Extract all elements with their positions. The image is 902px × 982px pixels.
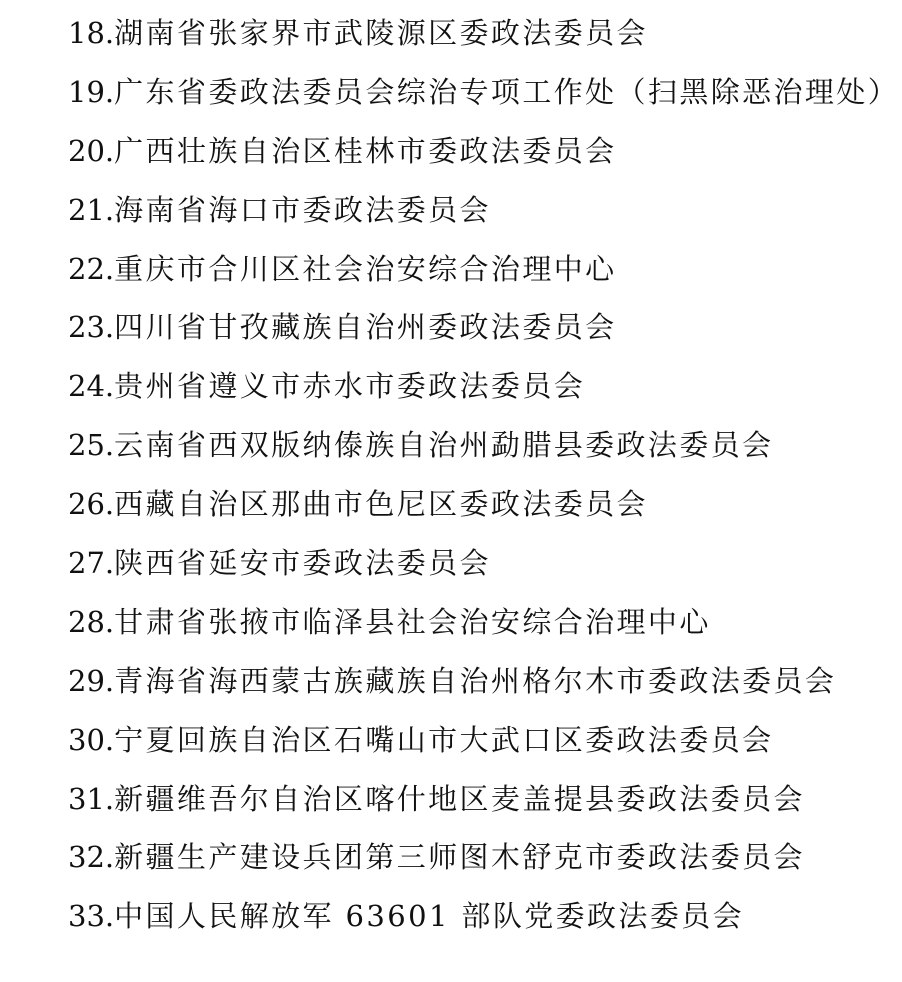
item-text: 青海省海西蒙古族藏族自治州格尔木市委政法委员会 [114,663,837,698]
item-text: 广西壮族自治区桂林市委政法委员会 [114,133,617,168]
item-number: 33. [68,899,115,934]
item-text: 新疆生产建设兵团第三师图木舒克市委政法委员会 [114,840,805,875]
item-number: 28. [68,604,115,639]
list-item [68,304,898,363]
item-text: 新疆维吾尔自治区喀什地区麦盖提县委政法委员会 [114,781,805,816]
item-text: 云南省西双版纳傣族自治州勐腊县委政法委员会 [114,428,774,463]
item-number: 32. [68,840,115,875]
item-text: 贵州省遵义市赤水市委政法委员会 [114,369,586,404]
item-text: 海南省海口市委政法委员会 [114,192,491,227]
item-number: 18. [68,16,115,50]
list-item [68,658,898,717]
list-item [68,717,898,776]
list-item [68,363,898,422]
item-number: 19. [68,74,115,109]
item-number: 23. [68,310,115,345]
list-item [68,540,898,599]
item-number: 22. [68,251,115,286]
item-text: 湖南省张家界市武陵源区委政法委员会 [114,16,648,50]
item-text: 重庆市合川区社会治安综合治理中心 [114,251,617,286]
item-number: 24. [68,369,115,404]
list-item [68,893,898,952]
item-text: 中国人民解放军 63601 部队党委政法委员会 [114,899,745,934]
item-number: 27. [68,546,115,581]
item-number: 26. [68,487,115,522]
item-number: 20. [68,133,115,168]
item-number: 25. [68,428,115,463]
list-item [68,422,898,481]
list-item [68,599,898,658]
list-item [68,776,898,835]
item-number: 29. [68,663,115,698]
item-text: 西藏自治区那曲市色尼区委政法委员会 [114,487,648,522]
item-text: 甘肃省张掖市临泽县社会治安综合治理中心 [114,604,711,639]
list-item [68,10,898,69]
organization-list [68,10,898,952]
item-text: 四川省甘孜藏族自治州委政法委员会 [114,310,617,345]
list-item [68,128,898,187]
item-number: 21. [68,192,115,227]
list-item [68,834,898,893]
list-item [68,481,898,540]
list-item [68,246,898,305]
list-item [68,187,898,246]
item-number: 31. [68,781,115,816]
item-number: 30. [68,722,115,757]
list-item [68,69,898,128]
item-text: 广东省委政法委员会综治专项工作处（扫黑除恶治理处） [114,74,900,109]
item-text: 宁夏回族自治区石嘴山市大武口区委政法委员会 [114,722,774,757]
item-text: 陕西省延安市委政法委员会 [114,546,491,581]
